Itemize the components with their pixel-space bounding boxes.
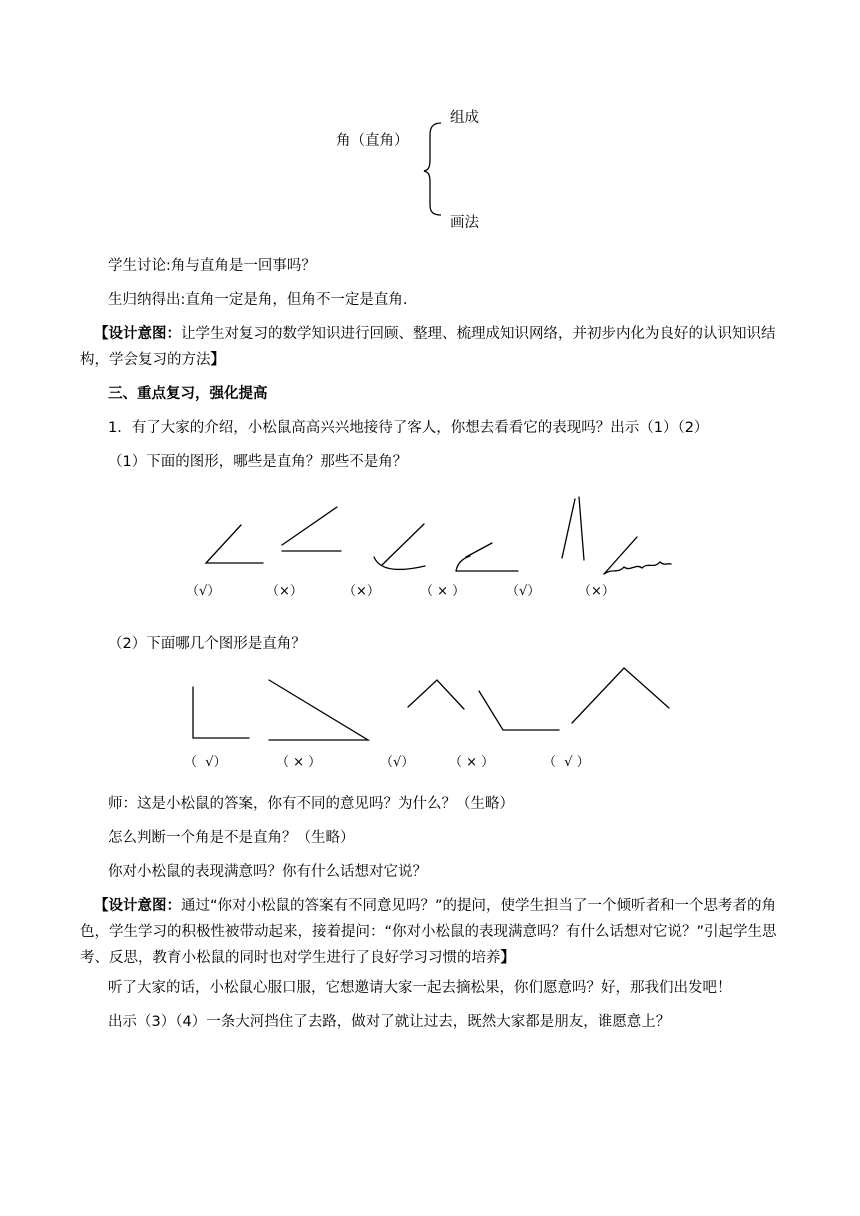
answer-2-1: （ √） <box>184 755 227 770</box>
design-intent-1 <box>80 321 795 373</box>
answer-1-4: （ × ） <box>420 584 466 599</box>
fig2-1-angle <box>193 687 249 738</box>
fig6-line <box>604 537 637 574</box>
paragraph-invitation: 听了大家的话，小松鼠心服口服，它想邀请大家一起去摘松果，你们愿意吗？好，那我们出发吧！ <box>108 980 732 996</box>
paragraph-conclusion: 生归纳得出:直角一定是角，但角不一定是直角. <box>108 292 408 308</box>
fig5-line-a <box>562 499 575 558</box>
subquestion-2-title: （2）下面哪几个图形是直角？ <box>108 636 306 652</box>
paragraph-teacher: 师：这是小松鼠的答案，你有不同的意见吗？为什么？（生略） <box>108 796 514 812</box>
fig4-curve <box>456 556 470 571</box>
design-intent-label: 【设计意图： <box>94 326 181 342</box>
design-intent-end-2: 】 <box>500 950 515 966</box>
fig2-line-a <box>282 507 337 545</box>
paragraph-discussion: 学生讨论:角与直角是一回事吗？ <box>108 258 316 274</box>
answer-2-3: （√） <box>380 755 415 770</box>
answer-2-4: （ × ） <box>449 755 495 770</box>
fig6-wave <box>604 562 671 574</box>
answer-2-2: （ × ） <box>276 755 322 770</box>
diagram-root: 角（直角） <box>336 133 409 149</box>
paragraph-satisfied: 你对小松鼠的表现满意吗？你有什么话想对它说？ <box>108 864 427 880</box>
paragraph-show-3-4: 出示（3）（4）一条大河挡住了去路，做对了就让过去，既然大家都是朋友，谁愿意上？ <box>108 1014 671 1030</box>
design-intent-end: 】 <box>210 352 225 368</box>
diagram-branch-drawing: 画法 <box>450 215 479 231</box>
question-1: 1．有了大家的介绍，小松鼠高高兴兴地接待了客人，你想去看看它的表现吗？出示（1）（2） <box>108 420 709 436</box>
answer-2-5: （ √ ） <box>543 755 590 770</box>
subquestion-1-title: （1）下面的图形，哪些是直角？那些不是角？ <box>108 454 408 470</box>
fig5-line-b <box>579 497 584 560</box>
section-heading-3: 三、重点复习，强化提高 <box>108 386 268 402</box>
answer-1-2: （×） <box>266 584 303 599</box>
fig2-3-angle <box>408 680 464 709</box>
diagram-branch-composition: 组成 <box>450 110 479 126</box>
design-intent-text: 让学生对复习的数学知识进行回顾、整理、梳理成知识网络，并初步内化为良好的认识知识结构，学会复习的方法 <box>80 326 776 368</box>
answer-1-3: （×） <box>343 584 380 599</box>
fig2-4-angle <box>479 691 559 730</box>
design-intent-text-2: 通过“你对小松鼠的答案有不同意见吗？”的提问，使学生担当了一个倾听者和一个思考者的角色，学生学习的积极性被带动起来，接着提问：“你对小松鼠的表现满意吗？有什么话想对它说？”引起学生思考、反思，教育小松鼠的同时也对学生进行了良好学习习惯的培养 <box>80 898 777 966</box>
answer-1-5: （√） <box>506 584 541 599</box>
design-intent-2 <box>80 893 795 971</box>
fig1-angle <box>206 525 263 563</box>
fig3-line <box>382 524 424 565</box>
paragraph-how-judge: 怎么判断一个角是不是直角？（生略） <box>108 830 355 846</box>
fig4-line-a <box>466 543 492 557</box>
answer-1-6: （×） <box>578 584 615 599</box>
fig3-curve <box>374 557 425 569</box>
fig2-2-angle <box>269 680 368 740</box>
design-intent-label-2: 【设计意图： <box>94 898 181 914</box>
answer-1-1: （√） <box>186 584 221 599</box>
fig2-5-angle <box>572 668 669 723</box>
